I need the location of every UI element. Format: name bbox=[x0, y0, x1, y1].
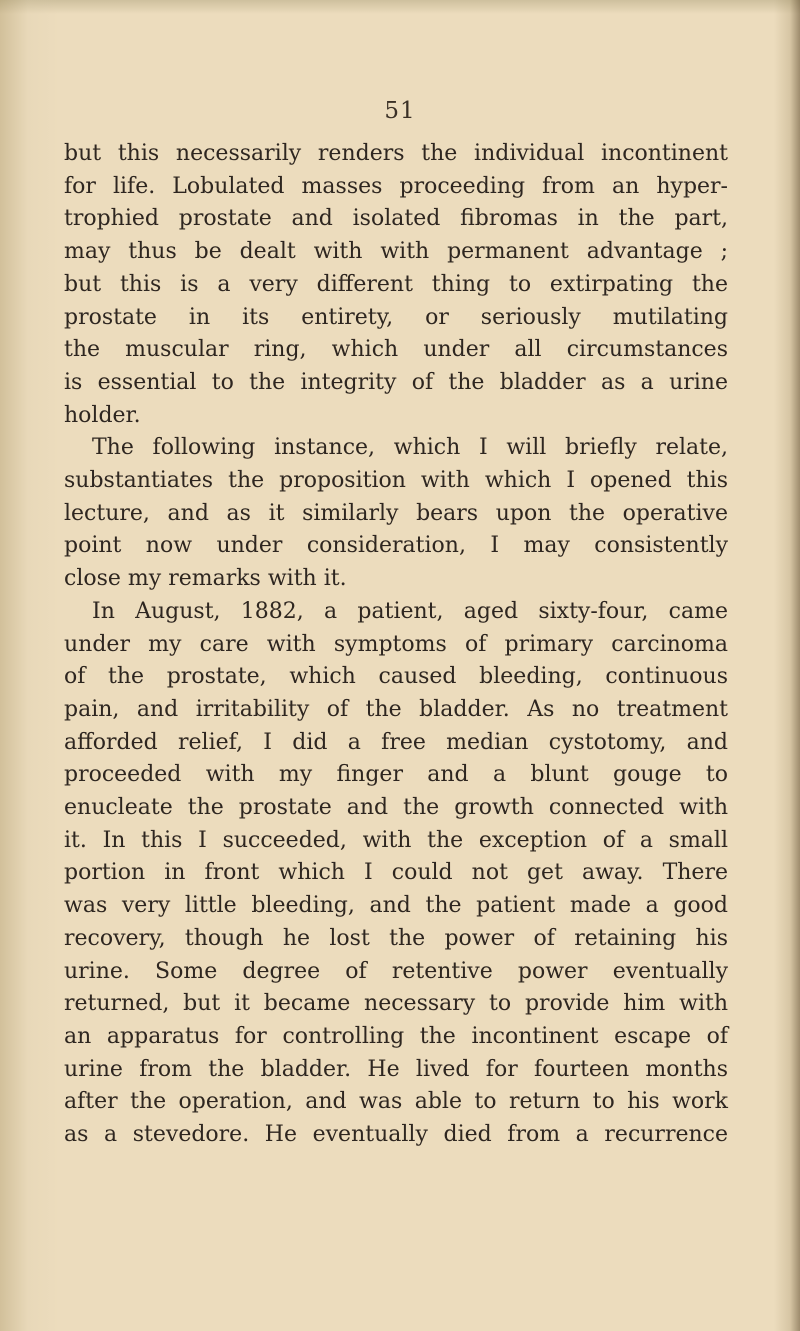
text-line: but this necessarily renders the individual incontinent bbox=[64, 141, 728, 166]
text-line: of the prostate, which caused bleeding, continuous bbox=[64, 664, 728, 690]
text-line: The following instance, which I will briefly relate, bbox=[92, 435, 728, 461]
text-line: is essential to the integrity of the bladder as a urine bbox=[64, 369, 728, 395]
text-line: close my remarks with it. bbox=[64, 566, 347, 592]
text-line: an apparatus for controlling the incontinent escape of bbox=[64, 1023, 728, 1049]
text-line: trophied prostate and isolated fibromas in the part, bbox=[64, 206, 728, 232]
text-line: under my care with symptoms of primary carcinoma bbox=[64, 631, 728, 657]
page-number: 51 bbox=[384, 98, 416, 124]
text-line: urine from the bladder. He lived for fourteen months bbox=[64, 1056, 728, 1082]
text-line: recovery, though he lost the power of retaining his bbox=[64, 925, 728, 951]
text-line: was very little bleeding, and the patient made a good bbox=[64, 893, 728, 919]
body-text bbox=[64, 138, 728, 1152]
text-line: after the operation, and was able to return to his work bbox=[64, 1089, 728, 1115]
text-line: lecture, and as it similarly bears upon the operative bbox=[64, 500, 728, 526]
text-line: substantiates the proposition with which I opened this bbox=[64, 468, 728, 494]
text-line: enucleate the prostate and the growth connected with bbox=[64, 795, 728, 821]
text-line: holder. bbox=[64, 402, 141, 428]
text-line: but this is a very different thing to extirpating the bbox=[64, 271, 728, 297]
text-line: urine. Some degree of retentive power eventually bbox=[64, 958, 728, 984]
text-line: as a stevedore. He eventually died from a recurrence bbox=[64, 1122, 728, 1148]
text-line: prostate in its entirety, or seriously mutilating bbox=[64, 304, 728, 330]
text-line: the muscular ring, which under all circumstances bbox=[64, 337, 728, 363]
text-line: proceeded with my finger and a blunt gouge to bbox=[64, 762, 728, 788]
text-line: In August, 1882, a patient, aged sixty-four, came bbox=[92, 598, 728, 624]
text-line: portion in front which I could not get away. There bbox=[64, 860, 728, 886]
text-line: pain, and irritability of the bladder. As no treatment bbox=[64, 696, 728, 722]
text-line: point now under consideration, I may consistently bbox=[64, 533, 728, 559]
text-line: returned, but it became necessary to provide him with bbox=[64, 991, 728, 1017]
text-line: it. In this I succeeded, with the exception of a small bbox=[64, 827, 728, 853]
text-line: for life. Lobulated masses proceeding from an hyper- bbox=[64, 173, 728, 199]
text-line: may thus be dealt with with permanent advantage ; bbox=[64, 239, 728, 265]
text-line: afforded relief, I did a free median cystotomy, and bbox=[64, 729, 728, 755]
